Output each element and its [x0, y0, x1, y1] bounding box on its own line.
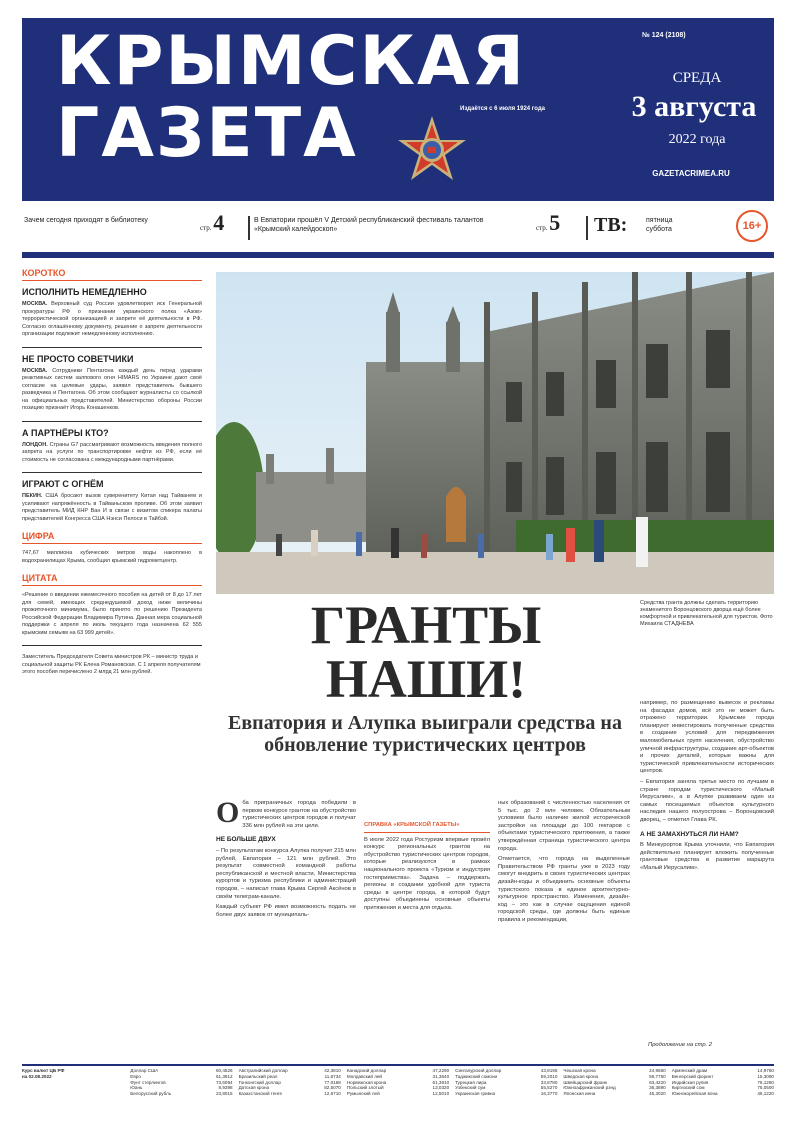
currency-value: 12,6710 [324, 1091, 341, 1097]
header-rule [22, 252, 774, 258]
currency-value: 13,0320 [432, 1085, 450, 1091]
rates-column [455, 1068, 557, 1108]
brief-3-city: ЛОНДОН. [22, 441, 48, 448]
photo-caption: Средства гранта должны сделать территорию знаменитого Воронцовского дворца ещё более комфортной и привлекательной для туристов. Фото Михаила СТАДНЕВА [640, 600, 773, 627]
headline-line-1: ГРАНТЫ [310, 595, 542, 655]
rate-row [672, 1091, 774, 1097]
brief-3-heading[interactable]: А ПАРТНЁРЫ КТО? [22, 427, 109, 438]
currency-name: Белорусский рубль [130, 1091, 172, 1097]
currency-name: Польский злотый [346, 1085, 384, 1091]
reference-text: В июле 2022 года Ростуризм впервые провёл конкурс региональных грантов на обустройство туристических центров городов, которые реализуются в рамках национального проекта «Туризм и индустрия гостеприимства». Задача – поддержать регионы в создании удобной для туриста среды в центре города, в которой будут доступны объединены основные объекты притяжения и места для отдыха. [364, 836, 490, 911]
article-sidebar-reference [364, 822, 490, 1042]
rate-row [239, 1091, 341, 1097]
currency-name: Датская крона [238, 1085, 270, 1091]
currency-value: 60,4526 [215, 1068, 233, 1073]
brief-1-text: Верховный суд России удовлетворил иск Генеральной прокуратуры РФ о признании украинского полка «Азов» террористической организацией и запрете её деятельности в РФ. Согласно оглашённому документу, решение о запрете деятельности организации подлежит немедленному исполнению. [22, 301, 202, 337]
currency-name: Молдавский лей [346, 1073, 382, 1079]
brief-1-heading[interactable]: ИСПОЛНИТЬ НЕМЕДЛЕННО [22, 287, 147, 297]
brief-3-body [22, 442, 202, 465]
order-emblem-icon [396, 114, 468, 186]
currency-name: Казахстанский тенге [238, 1091, 283, 1097]
brief-2-city: МОСКВА. [22, 367, 48, 374]
currency-value: 36,3890 [649, 1085, 666, 1091]
currency-name: Армянский драм [671, 1068, 708, 1073]
currency-name: Украинская гривна [455, 1091, 496, 1097]
divider [586, 216, 588, 240]
currency-name: Шведская крона [563, 1073, 599, 1079]
page-number: 4 [213, 210, 225, 235]
currency-value: 46,1220 [757, 1091, 774, 1097]
issue-number: № 124 (2108) [642, 32, 686, 39]
paragraph: – По результатам конкурса Алупка получит 215 млн рублей, Евпатория – 121 млн рублей. Это результат совместной командной работы республиканской и местной власти, Министерства курортов и туризма республики и администраций городов, – написал глава Крыма Сергей Аксёнов в своём телеграм-канале. [216, 847, 356, 900]
figure-heading: ЦИФРА [22, 531, 202, 544]
lead-text: ба приграничных города победили в первом конкурсе грантов на обустройство туристических центров городов и получат 336 млн рублей на эти цели. [242, 800, 356, 829]
rates-title: Курс валют ЦБ РФ [22, 1068, 65, 1073]
currency-value: 12,5010 [432, 1091, 450, 1097]
continued-link[interactable]: Продолжение на стр. 2 [648, 1042, 713, 1048]
dropcap: О [216, 796, 240, 829]
rates-column [563, 1068, 665, 1108]
quote-heading: ЦИТАТА [22, 573, 202, 586]
currency-name: Румынский лей [346, 1091, 380, 1097]
divider [22, 421, 202, 422]
currency-value: 75,0500 [757, 1085, 774, 1091]
currency-value: 77,0168 [324, 1079, 341, 1085]
currency-name: Индийская рупия [671, 1079, 709, 1085]
rates-column [672, 1068, 774, 1108]
currency-name: Доллар США [130, 1068, 159, 1073]
currency-name: Сингапурский доллар [455, 1068, 502, 1073]
currency-name: Фунт стерлингов [130, 1079, 166, 1085]
subheading-no-more-than-two: НЕ БОЛЬШЕ ДВУХ [216, 836, 276, 844]
issue-date: 3 августа [631, 90, 757, 123]
page-number: 5 [549, 210, 561, 235]
article-lead [216, 796, 356, 830]
currency-value: 63,4220 [649, 1079, 666, 1085]
currency-name: Венгерский форинт [671, 1073, 714, 1079]
title-line-1: КРЫМСКАЯ [56, 22, 527, 101]
currency-value: 61,3910 [432, 1079, 450, 1085]
paragraph: В Минкурортов Крыма уточнили, что Евпатория действительно планирует вложить полученные грантовые средства в развитие маршрута «Малый Иерусалим». [640, 842, 774, 871]
main-headline[interactable] [216, 595, 636, 709]
currency-name: Японская иена [563, 1091, 596, 1097]
currency-name: Евро [130, 1073, 141, 1079]
currency-value: 73,6094 [215, 1079, 233, 1085]
currency-name: Австралийский доллар [238, 1068, 288, 1073]
currency-name: Чешская крона [563, 1068, 596, 1073]
teaser-festival-page [536, 210, 560, 236]
brief-1-city: МОСКВА. [22, 301, 48, 307]
briefs-column [22, 268, 202, 1060]
currency-value: 15,3090 [757, 1073, 774, 1079]
teaser-festival[interactable]: В Евпатории прошёл V Детский республиканский фестиваль талантов «Крымский калейдоскоп» [254, 217, 484, 233]
issue-year: 2022 года [668, 132, 726, 147]
paragraph: – Евпатория заняла третье место по лучшим в стране городам туристического «Малый Иерусалим», а в Алупке развиваем один из самых посещаемых объектов культурного наследия нашего полуострова – Воронцовский дворец, – отметил Глава РК. [640, 778, 774, 823]
currency-name: Юань [130, 1085, 143, 1091]
rate-row [563, 1091, 665, 1097]
currency-name: Киргизский сом [671, 1085, 705, 1091]
currency-value: 8,9398 [218, 1085, 233, 1091]
currency-value: 16,3770 [540, 1091, 558, 1097]
rates-column [239, 1068, 341, 1108]
currency-value: 55,5270 [540, 1085, 558, 1091]
brief-3-text: Страны G7 рассматривают возможность введения полного запрета на услуги по транспортировке нефти из РФ, если её стоимость не согласована с международными партнёрами. [22, 441, 202, 463]
headline-line-2: НАШИ! [325, 649, 527, 709]
rate-row [130, 1091, 232, 1097]
teaser-library[interactable]: Зачем сегодня приходят в библиотеку [24, 217, 148, 224]
rates-date: на 02.08.2022 [22, 1073, 52, 1079]
tv-day-saturday: суббота [646, 226, 672, 233]
currency-value: 42,3810 [324, 1068, 341, 1073]
paragraph: Каждый субъект РФ имел возможность подать не более двух заявок от муниципаль- [216, 904, 356, 918]
currency-value: 23,8015 [215, 1091, 233, 1097]
divider [22, 472, 202, 473]
rate-row [455, 1091, 557, 1097]
article-column-1 [216, 796, 356, 1062]
currency-name: Норвежская крона [346, 1079, 387, 1085]
reference-heading: СПРАВКА «КРЫМСКОЙ ГАЗЕТЫ» [364, 822, 490, 833]
site-link[interactable]: GAZETACRIMEA.RU [652, 169, 730, 178]
divider [22, 645, 202, 646]
age-rating-badge: 16+ [736, 210, 768, 242]
brief-2-body [22, 368, 202, 413]
currency-value: 82,5070 [324, 1085, 341, 1091]
currency-value: 47,2290 [432, 1068, 450, 1073]
currency-name: Турецкая лира [455, 1079, 487, 1085]
page-prefix: стр. [536, 224, 548, 232]
rate-row [347, 1091, 449, 1097]
currency-value: 43,8195 [540, 1068, 558, 1073]
currency-value: 61,3812 [215, 1073, 233, 1079]
quote-body: «Решение о введении ежемесячного пособия на детей от 8 до 17 лет для семей, имеющих среднедушевой доход ниже величины прожиточного минимума, было принято по решению Президента Российской Федерации Владимира Путина. Данная мера социальной поддержки с апреля по июль текущего года назначена 62 555 крымским семьям на 63 999 детей». [22, 592, 202, 636]
rates-column [347, 1068, 449, 1108]
title-line-2: ГАЗЕТА [56, 94, 358, 173]
tv-day-friday: пятница [646, 217, 673, 224]
currency-value: 24,9560 [649, 1068, 666, 1073]
currency-name: Гонконгский доллар [238, 1079, 281, 1085]
currency-name: Южноафриканский рэнд [563, 1085, 616, 1091]
article-column-4 [640, 700, 774, 1040]
currency-value: 59,2010 [540, 1073, 558, 1079]
brief-2-text: Сотрудники Пентагона каждый день перед ударами реактивных систем залпового огня HIMARS по Украине дают своё согласие на целевые удары, заявил представитель бывшего разведчика и Пентагона. Об этом сообщают журналисты со ссылкой на официальных представителей. Министерство обороны России позицию признаёт Игорь Конашенков. [22, 367, 202, 411]
since-note: Издаётся с 6 июля 1924 года [460, 106, 545, 112]
masthead [22, 18, 774, 201]
rates-label-column [22, 1068, 124, 1108]
brief-2-heading[interactable]: НЕ ПРОСТО СОВЕТЧИКИ [22, 353, 134, 364]
subheading-why-not-us: А НЕ ЗАМАХНУТЬСЯ ЛИ НАМ? [640, 830, 739, 838]
main-subheadline: Евпатория и Алупка выиграли средства на обновление туристических центров [228, 712, 622, 756]
currency-name: Узбекский сум [455, 1085, 486, 1091]
currency-value: 31,3640 [432, 1073, 450, 1079]
brief-4-text: США бросают вызов суверенитету Китая над Тайванем и усиливают напряжённость в Тайваньском проливе. Об этом заявил представитель МИД КНР Ван И в связи с визитом спикера палаты представителей Конгресса США Нэнси Пелоси в Тайбэй. [22, 493, 202, 522]
divider [248, 216, 250, 240]
paragraph: Отметается, что города на выделенные Правительством РФ гранты уже в 2023 году смогут внедрить в своих туристических центрах дизайн-коды и объединить основные объекты туристского показа в единое архитектурно-культурное пространство. Изменения, дизайн-код – это как в случае ощущения единой городской среды, где должны быть единые правила и рекомендации, [498, 856, 630, 923]
currency-name: Южнокорейская вона [671, 1091, 718, 1097]
vorontsov-palace-photo [216, 272, 774, 594]
footer-rule [22, 1064, 774, 1066]
currency-name: Канадский доллар [346, 1068, 387, 1073]
currency-value: 59,7750 [649, 1073, 666, 1079]
rates-column [130, 1068, 232, 1108]
tv-days[interactable] [646, 216, 706, 234]
currency-name: Таджикский сомони [455, 1073, 498, 1079]
paragraph: ных образований с численностью населения от 5 тыс. до 2 млн человек. Обязательным условием было наличие жилой исторической застройки на площади до 100 гектаров с объектами туристического притяжения, а также утверждённая страница туристического центра города. [498, 800, 630, 852]
brief-4-city: ПЕКИН. [22, 493, 43, 499]
currency-name: Швейцарский франк [563, 1079, 608, 1085]
teaser-library-page [200, 210, 224, 236]
brief-4-heading[interactable]: ИГРАЮТ С ОГНЁМ [22, 479, 104, 489]
article-column-3 [498, 800, 630, 1062]
page-prefix: стр. [200, 224, 212, 232]
tv-label: ТВ: [594, 214, 628, 236]
figure-body: 747,67 миллиона кубических метров воды накоплено в водохранилищах Крыма, сообщил крымский гидрометцентр. [22, 550, 202, 564]
currency-rates-table [22, 1068, 774, 1108]
currency-value: 45,3020 [649, 1091, 666, 1097]
paragraph: например, по размещению вывесок и рекламы на фасадах домов, всё это не может быть отражено территории. Крымские города планируют инвестировать полученные средства в создание условий для передвижения маломобильных групп населения, обустройство уличной инфраструктуры, создание арт-объектов и прочих деталей, которые важны для туристической привлекательности исторических центров. [640, 700, 774, 775]
brief-1-body [22, 301, 202, 339]
currency-value: 76,1280 [757, 1079, 774, 1085]
quote-author: Заместитель Председателя Совета министров РК – министр труда и социальной защиты РК Елена Романовская. С 1 апреля получателям этого пособия перечислено 2 млрд 21 млн рублей. [22, 654, 201, 675]
divider [22, 347, 202, 348]
briefly-heading: КОРОТКО [22, 268, 202, 281]
currency-value: 33,8780 [540, 1079, 558, 1085]
weekday: СРЕДА [672, 70, 722, 86]
currency-name: Бразильский реал [238, 1073, 278, 1079]
currency-value: 11,6734 [324, 1073, 341, 1079]
brief-4-body [22, 493, 202, 523]
currency-value: 14,9760 [757, 1068, 774, 1073]
teaser-band [22, 206, 774, 250]
